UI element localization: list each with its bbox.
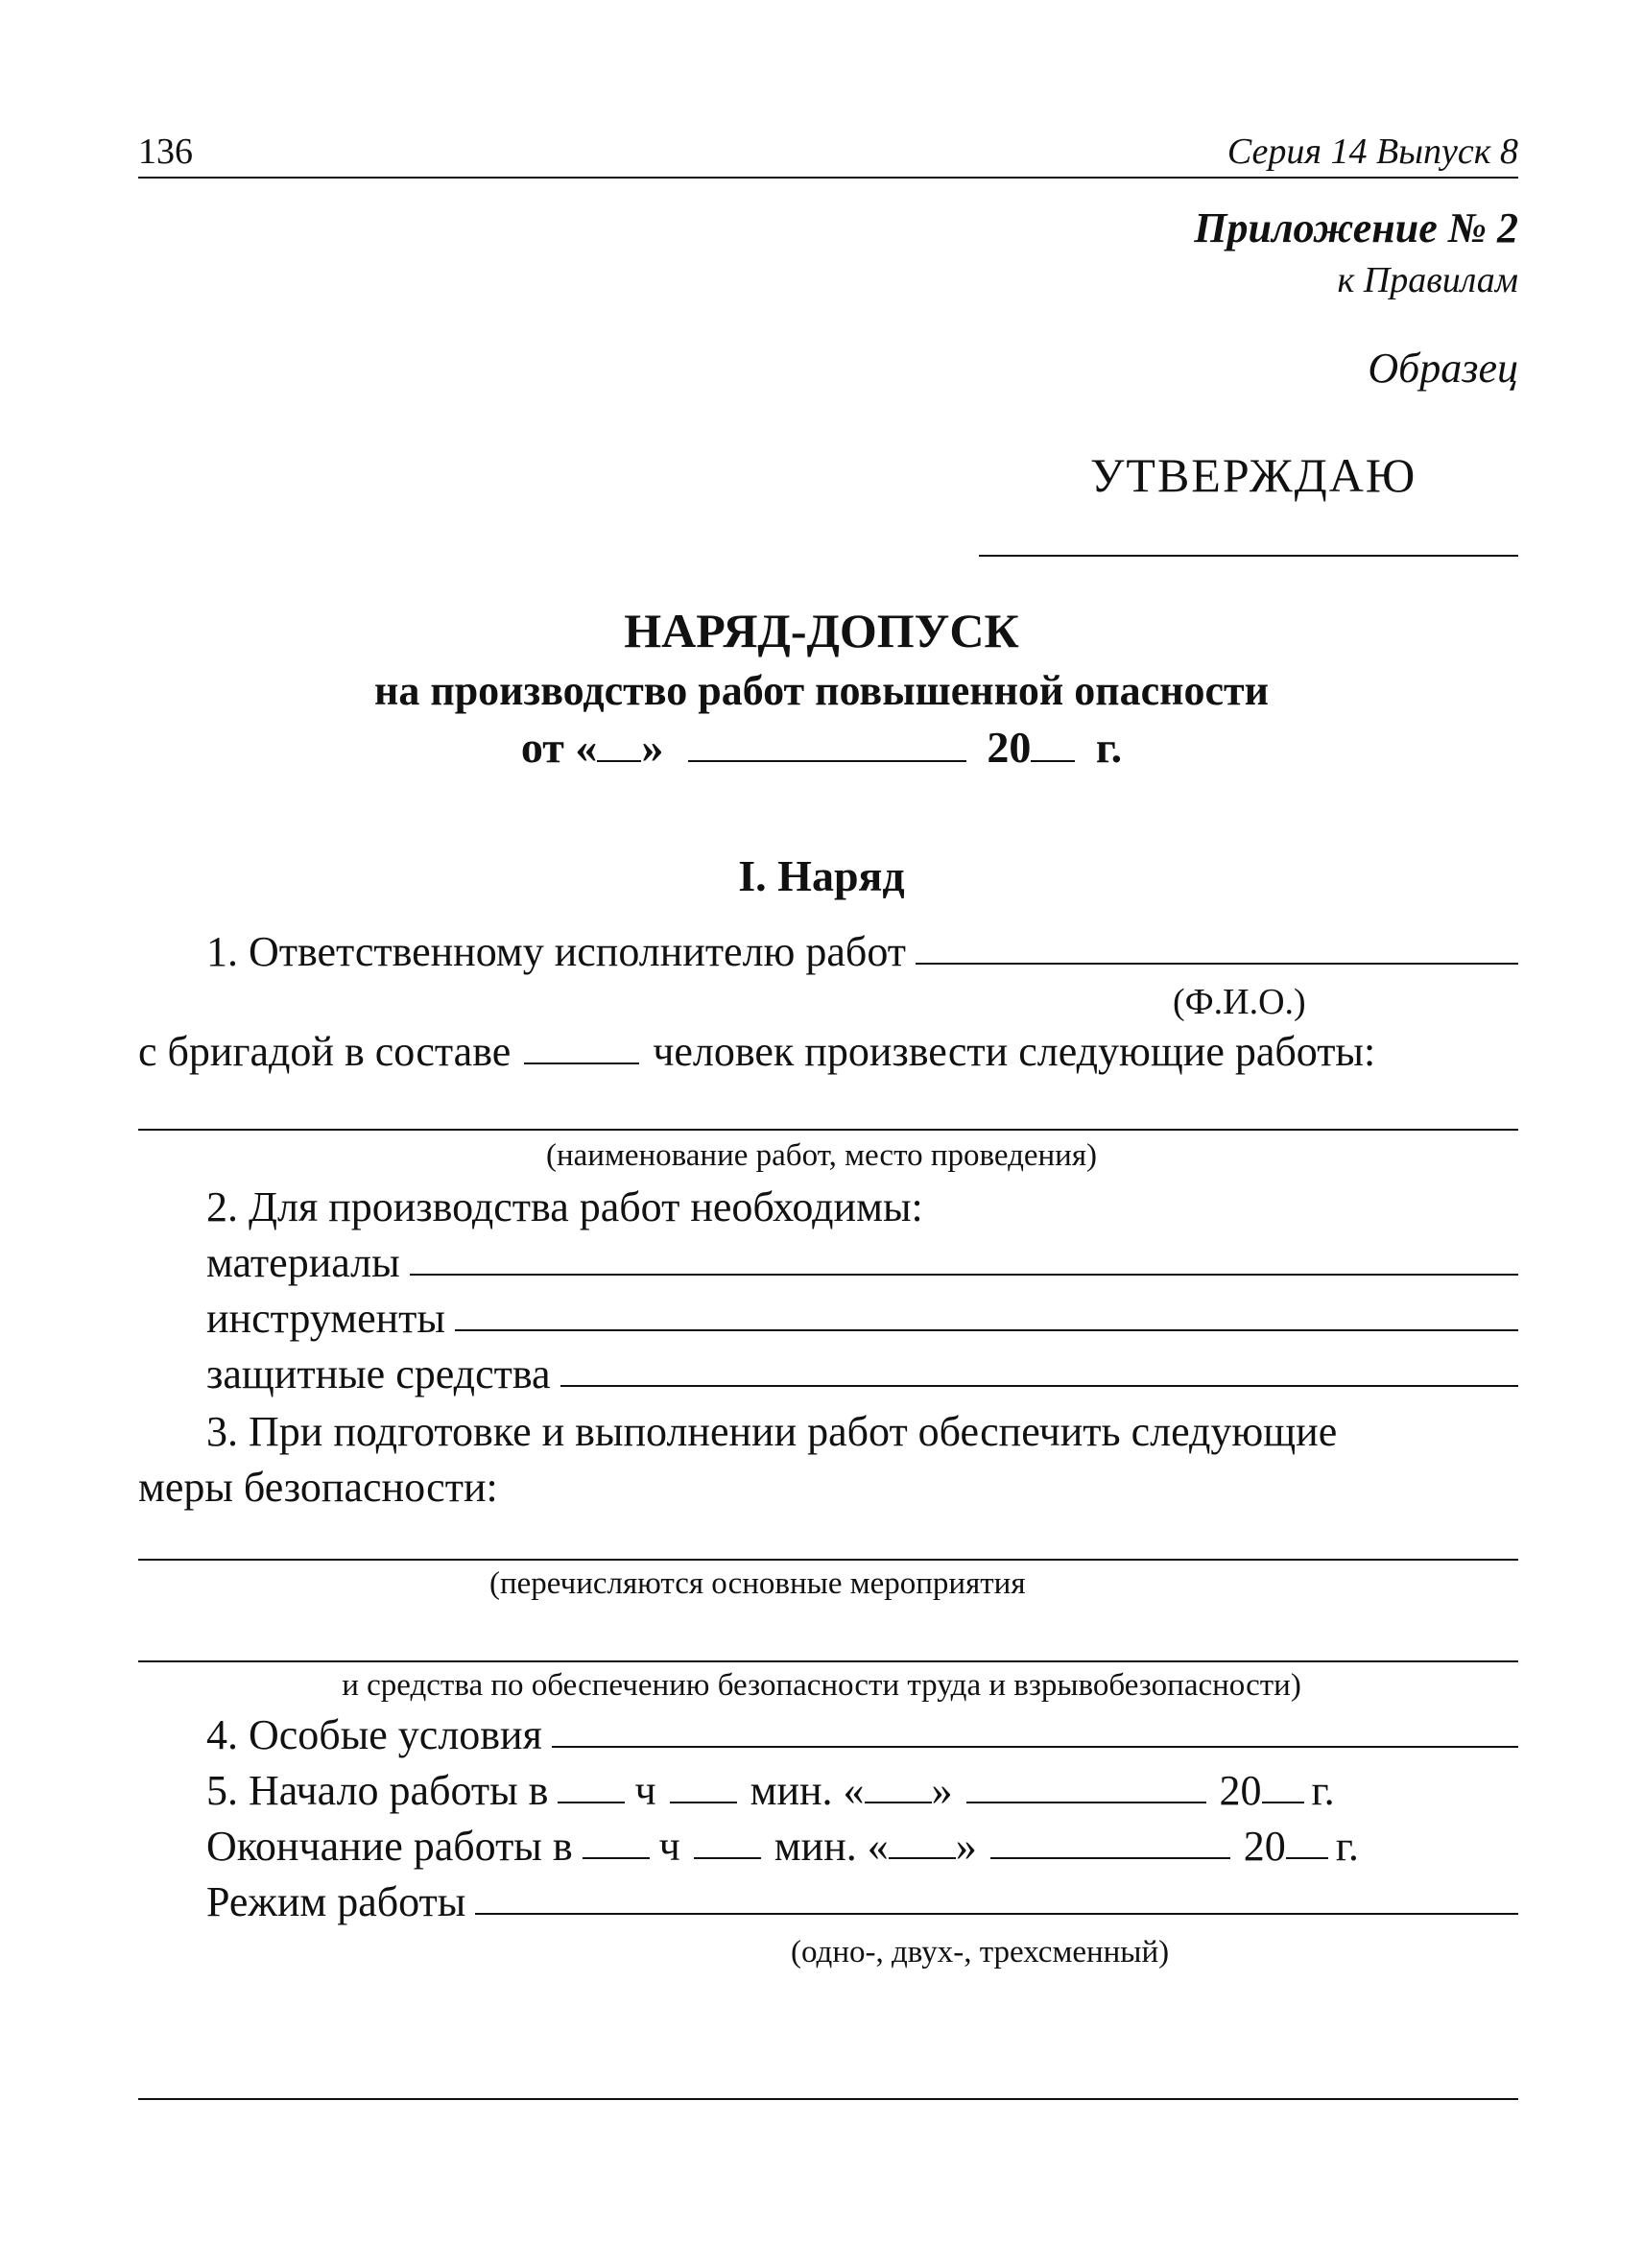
item4-row [206, 1710, 1518, 1759]
header-rule [138, 177, 1518, 179]
start-min-unit: мин. « [750, 1767, 865, 1814]
item2-label: 2. Для производства работ необходимы: [206, 1183, 923, 1230]
series-label: Серия 14 Выпуск 8 [1226, 131, 1518, 172]
end-year-blank [1286, 1856, 1328, 1859]
appendix-subtitle: к Правилам [1337, 260, 1518, 300]
works-hint: (наименование работ, место проведения) [545, 1138, 1098, 1173]
sample-label: Образец [1368, 345, 1518, 392]
materials-label: материалы [206, 1239, 400, 1286]
start-day-blank [865, 1801, 932, 1803]
item3-line1: 3. При подготовке и выполнении работ обеспечить следующие [206, 1408, 1338, 1455]
end-year-suffix: г. [1335, 1823, 1359, 1870]
start-year-blank [1262, 1801, 1304, 1803]
item3-line2: меры безопасности: [138, 1464, 498, 1511]
date-prefix: от « [520, 723, 598, 772]
brigade-prefix: с бригадой в составе [138, 1028, 512, 1075]
item1-hint: (Ф.И.О.) [1173, 982, 1306, 1022]
date-month-blank [688, 726, 966, 762]
protective-label: защитные средства [206, 1350, 551, 1397]
start-label: 5. Начало работы в [206, 1767, 549, 1814]
brigade-count-blank [524, 1062, 639, 1064]
date-quote-close: » [641, 723, 664, 772]
date-day-blank [597, 726, 641, 762]
item4-line [552, 1745, 1518, 1748]
start-month-blank [966, 1801, 1206, 1803]
tools-row [206, 1294, 1518, 1343]
brigade-row [138, 1027, 1518, 1076]
end-month-blank [990, 1856, 1230, 1859]
doc-title: НАРЯД-ДОПУСК [624, 604, 1019, 657]
materials-row [206, 1238, 1518, 1287]
bottom-line [138, 2098, 1518, 2100]
brigade-suffix: человек произвести следующие работы: [653, 1028, 1376, 1075]
start-quote-close: » [931, 1767, 953, 1814]
doc-date-line [0, 722, 1643, 773]
doc-subtitle: на производство работ повышенной опасности [373, 667, 1269, 714]
date-year: 20 [987, 723, 1032, 772]
protective-line [560, 1384, 1518, 1387]
end-hour-blank [583, 1856, 650, 1859]
date-year-blank [1031, 726, 1075, 762]
page-number: 136 [138, 131, 193, 172]
end-row [206, 1822, 1518, 1871]
tools-line [455, 1328, 1518, 1331]
mode-line [475, 1912, 1518, 1915]
end-day-blank [889, 1856, 956, 1859]
protective-row [206, 1349, 1518, 1398]
end-min-blank [694, 1856, 761, 1859]
start-hour-blank [558, 1801, 625, 1803]
end-min-unit: мин. « [774, 1823, 889, 1870]
measures-line1 [138, 1559, 1518, 1561]
mode-row [206, 1877, 1518, 1926]
tools-label: инструменты [206, 1295, 445, 1342]
date-suffix: г. [1095, 723, 1123, 772]
start-row [206, 1766, 1518, 1815]
mode-label: Режим работы [206, 1878, 466, 1925]
end-quote-close: » [955, 1823, 977, 1870]
materials-line [410, 1273, 1518, 1276]
end-label: Окончание работы в [206, 1823, 573, 1870]
section-title: I. Наряд [738, 851, 905, 900]
start-min-blank [670, 1801, 737, 1803]
start-year-suffix: г. [1311, 1767, 1335, 1814]
measures-hint1: (перечисляются основные мероприятия [489, 1566, 1026, 1601]
measures-hint2: и средства по обеспечению безопасности труда и взрывобезопасности) [342, 1668, 1301, 1703]
item4-label: 4. Особые условия [206, 1711, 542, 1758]
appendix-title: Приложение № 2 [1194, 204, 1518, 251]
end-year: 20 [1243, 1823, 1286, 1870]
mode-hint: (одно-, двух-, трехсменный) [791, 1935, 1170, 1970]
works-line [138, 1129, 1518, 1131]
start-year: 20 [1219, 1767, 1262, 1814]
end-hour-unit: ч [658, 1823, 680, 1870]
item1-fio-line [916, 962, 1518, 965]
start-hour-unit: ч [634, 1767, 656, 1814]
approve-label: УТВЕРЖДАЮ [1090, 448, 1417, 502]
measures-line2 [138, 1660, 1518, 1662]
item1-row [206, 927, 1518, 976]
item1-label: 1. Ответственному исполнителю работ [206, 928, 906, 975]
approve-signature-line [979, 555, 1518, 557]
